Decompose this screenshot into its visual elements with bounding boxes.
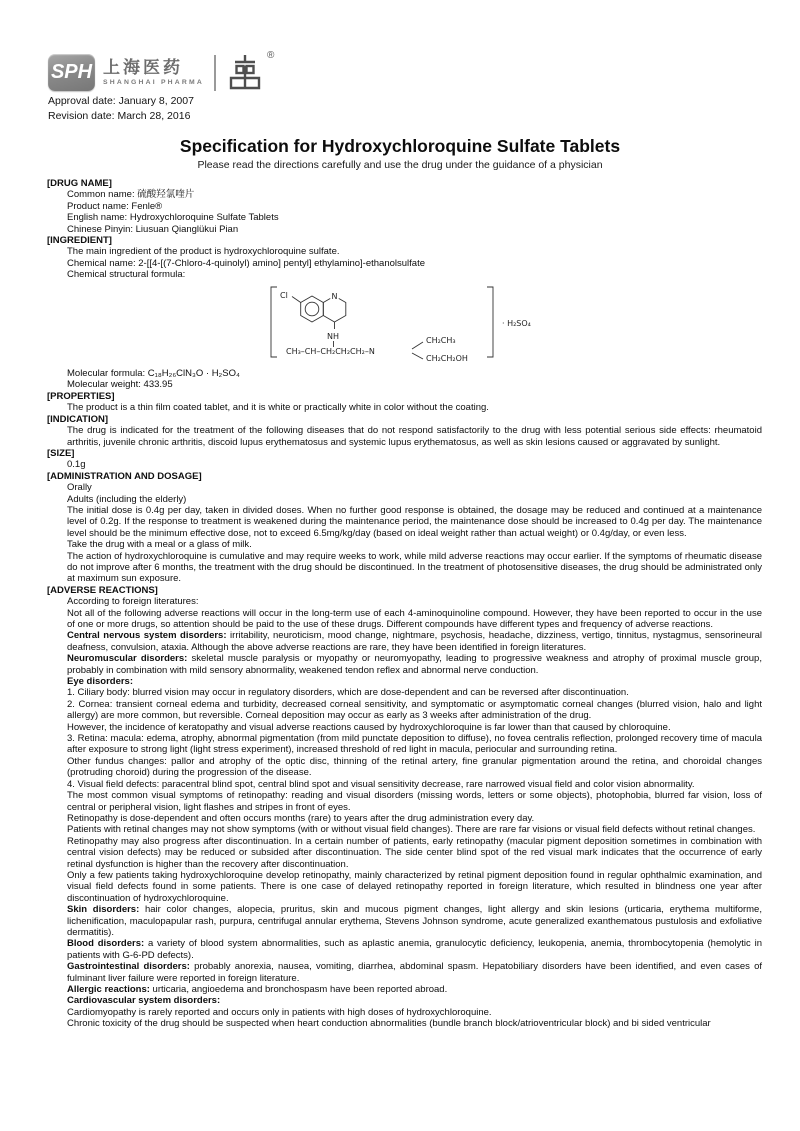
- section-heading: [INGREDIENT]: [47, 235, 112, 247]
- chemical-structure-drawing: [262, 283, 552, 363]
- paragraph-lead: Gastrointestinal disorders:: [67, 961, 190, 973]
- document-body: [0, 178, 800, 1030]
- brand-name-english: SHANGHAI PHARMA: [103, 79, 204, 86]
- paragraph-lead: Allergic reactions:: [67, 984, 150, 995]
- section-heading: [ADMINISTRATION AND DOSAGE]: [47, 470, 202, 482]
- paragraph: However, the incidence of keratopathy and visual adverse reactions caused by hydroxychloroquine is far lower than that caused by chloroquine.: [67, 721, 671, 733]
- paragraph: English name: Hydroxychloroquine Sulfate Tablets: [67, 212, 279, 224]
- paragraph: The action of hydroxychloroquine is cumulative and may require weeks to work, while mild adverse reactions may occur earlier. If the symptoms of rheumatic disease do not improve after 6 months, the treatment with the drug should be discontinued. In the treatment of photosensitive diseases, the drug should be administrated only at maximum sun exposure.: [67, 550, 762, 585]
- approval-date: Approval date: January 8, 2007: [48, 95, 194, 107]
- section-heading: [SIZE]: [47, 447, 75, 459]
- brand-text: [103, 58, 204, 86]
- section-heading: [DRUG NAME]: [47, 178, 112, 189]
- paragraph: Molecular formula: C₁₈H₂₆ClN₃O · H₂SO₄: [67, 368, 240, 380]
- paragraph: Cardiomyopathy is rarely reported and occurs only in patients with high doses of hydroxychloroquine.: [67, 1006, 492, 1018]
- brand-name-chinese: 上海医药: [103, 58, 183, 78]
- paragraph: [67, 676, 762, 687]
- paragraph: Chemical name: 2-[[4-[(7-Chloro-4-quinolyl) amino] pentyl] ethylamino]-ethanolsulfate: [67, 257, 425, 269]
- chain-label: CH₃–CH–CH₂CH₂CH₂–N: [286, 346, 375, 356]
- branch-bottom-label: CH₂CH₂OH: [426, 353, 468, 363]
- paragraph: Chemical structural formula:: [67, 269, 186, 281]
- paragraph: Adults (including the elderly): [67, 493, 187, 505]
- paragraph: 4. Visual field defects: paracentral blind spot, central blind spot and visual sensitivity decrease, rare narrowed visual field and color vision abnormality.: [67, 778, 695, 790]
- paragraph-lead: Eye disorders:: [67, 676, 133, 688]
- section-heading: [ADVERSE REACTIONS]: [47, 584, 158, 596]
- paragraph: The initial dose is 0.4g per day, taken in divided doses. When no further good response is obtained, the dosage may be reduced and continued at a maintenance level of 0.2g. If the response to treatment is weakened during the maintenance period, the maintenance dose should be increased to 0.4g per day. The maintenance level should be the minimum effective dose, not to exceed 6.5mg/kg/day (based on ideal weight rather than actual weight) or 0.4g/day, or even less.: [67, 504, 762, 539]
- paragraph: Take the drug with a meal or a glass of milk.: [67, 539, 252, 551]
- paragraph: Patients with retinal changes may not show symptoms (with or without visual field changes). There are rare far visions or visual field defects without retinal changes.: [67, 824, 756, 836]
- sph-logo: [48, 54, 95, 91]
- paragraph: 0.1g: [67, 459, 86, 471]
- paragraph-lead: Neuromuscular disorders:: [67, 653, 188, 665]
- paragraph-lead: Blood disorders:: [67, 938, 145, 950]
- revision-date: Revision date: March 28, 2016: [48, 109, 191, 122]
- paragraph-lead: Skin disorders:: [67, 904, 140, 916]
- paragraph: Blood disorders: a variety of blood system abnormalities, such as aplastic anemia, granulocytic deficiency, leukopenia, anemia, thrombocytopenia (hemolytic in patients with G-6-PD defects).: [67, 938, 762, 961]
- paragraph: The most common visual symptoms of retinopathy: reading and visual disorders (missing words, letters or some objects), photophobia, blurred far vision, loss of central or peripheral vision, light flashes and stripes in front of eyes.: [67, 790, 762, 813]
- paragraph: 3. Retina: macula: edema, atrophy, abnormal pigmentation (from mild punctate deposition to diffuse), no fovea centralis reflection, prolonged recovery time of macula after exposure to strong light (light stress experiment), increased threshold of red light in macula, periocular and surrounding retina.: [67, 733, 762, 756]
- paragraph: The product is a thin film coated tablet, and it is white or practically white in color without the coating.: [67, 402, 489, 414]
- paragraph: Not all of the following adverse reactions will occur in the long-term use of each 4-aminoquinoline compound. However, they have been reported to occur in the use of one or more drugs, so attention should be paid to the use of these drugs. Different compounds have different types and frequency of adverse reactions.: [67, 607, 762, 630]
- paragraph: Central nervous system disorders: irritability, neuroticism, mood change, nightmare, psychosis, headache, dizziness, vertigo, tinnitus, nystagmus, sensorineural deafness, convulsion, ataxia. Although the above adverse reactions are rare, they have been identified in foreign literatures.: [67, 630, 763, 653]
- atom-nh-label: NH: [327, 331, 339, 341]
- section-heading: [INDICATION]: [47, 413, 109, 425]
- logo-divider: [214, 55, 216, 91]
- paragraph: Product name: Fenle®: [67, 200, 163, 212]
- paragraph: Skin disorders: hair color changes, alopecia, pruritus, skin and mucous pigment changes, light allergy and skin lesions (urticaria, erythema multiforme, lichenification, maculopapular rash, purpura, centrifugal annular erythema, Stevens Johnson syndrome, acute generalized exanthematous pustulosis and exfoliative dermatitis).: [67, 904, 762, 938]
- paragraph: Chronic toxicity of the drug should be suspected when heart conduction abnormalities (bundle branch block/atrioventricular block) and bi sided ventricular: [67, 1018, 711, 1030]
- paragraph: 1. Ciliary body: blurred vision may occur in regulatory disorders, which are dose-dependent and can be reversed after discontinuation.: [67, 687, 629, 699]
- paragraph: Gastrointestinal disorders: probably anorexia, nausea, vomiting, diarrhea, abdominal spasm. Hepatobiliary disorders have been identified, and even cases of fulminant liver failure were reported in foreign literature.: [67, 961, 762, 984]
- sph-logo-text: SPH: [50, 61, 93, 83]
- atom-n-label: N: [331, 291, 338, 301]
- paragraph: Retinopathy may also progress after discontinuation. In a certain number of patients, early retinopathy (macular pigment deposition sometimes in combination with central vision defects) may be reduced or subsided after discontinuation. The side center blind spot of the red visual mark indicates that the occurrence of early retinal dysfunction is higher than the recovery after discontinuation.: [67, 835, 762, 870]
- paragraph: Chinese Pinyin: Liusuan Qianglükui Pian: [67, 223, 239, 235]
- paragraph: Only a few patients taking hydroxychloroquine develop retinopathy, mainly characterized by retinal pigment deposition found in regular ophthalmic examination, and visual field defects found in some patients. There is one case of delayed retinopathy reported in foreign literature, which resulted in blindness one year after discontinuation of hydroxychloroquine.: [67, 869, 762, 904]
- chemical-structure: [262, 281, 762, 368]
- paragraph: 2. Cornea: transient corneal edema and turbidity, decreased corneal sensitivity, and symptomatic or asymptomatic corneal changes (blurred vision, halo and light allergy) are more common, but reversible. Corneal deposition may occur as early as 3 weeks after administration of the drug.: [67, 698, 762, 722]
- section-heading: [PROPERTIES]: [47, 390, 115, 402]
- paragraph: Allergic reactions: urticaria, angioedema and bronchospasm have been reported abroad.: [67, 984, 448, 995]
- branch-top-label: CH₂CH₃: [426, 335, 456, 345]
- brand-header: [48, 50, 275, 92]
- xinyi-seal-icon: [226, 54, 264, 92]
- registered-mark: ®: [266, 50, 275, 61]
- paragraph: Retinopathy is dose-dependent and often occurs months (rare) to years after the drug administration every day.: [67, 812, 535, 824]
- paragraph: The main ingredient of the product is hydroxychloroquine sulfate.: [67, 246, 340, 258]
- atom-cl-label: Cl: [280, 290, 288, 300]
- date-block: [48, 94, 194, 123]
- paragraph: Other fundus changes: pallor and atrophy of the optic disc, thinning of the retinal artery, fine granular pigmentation around the retina, and choroidal changes (protruding choroid) during the progression of the disease.: [67, 755, 762, 779]
- paragraph: Orally: [67, 482, 92, 494]
- paragraph-lead: Central nervous system disorders:: [67, 630, 227, 642]
- page-subtitle: Please read the directions carefully and use the drug under the guidance of a physician: [197, 159, 603, 171]
- paragraph: Common name: 硫酸羟氯喹片: [67, 189, 195, 201]
- paragraph: Molecular weight: 433.95: [67, 379, 173, 391]
- salt-label: · H₂SO₄: [502, 318, 531, 328]
- page-title: Specification for Hydroxychloroquine Sulfate Tablets: [179, 136, 621, 156]
- paragraph: The drug is indicated for the treatment of the following diseases that do not respond satisfactorily to the drug with less potential serious side effects: rheumatoid arthritis, juvenile chronic arthritis, discoid lupus erythematosus and systemic lupus erythematosus, as well as skin lesions caused or aggravated by sunlight.: [67, 425, 762, 448]
- paragraph: Neuromuscular disorders: skeletal muscle paralysis or myopathy or neuromyopathy, leading to progressive weakness and atrophy of proximal muscle group, probably in combination with mild sensory abnormality, weakened tendon reflex and abnormal nerve conduction.: [67, 653, 762, 676]
- paragraph-lead: Cardiovascular system disorders:: [67, 995, 221, 1007]
- paragraph: According to foreign literatures:: [67, 596, 199, 608]
- paragraph: [67, 995, 762, 1006]
